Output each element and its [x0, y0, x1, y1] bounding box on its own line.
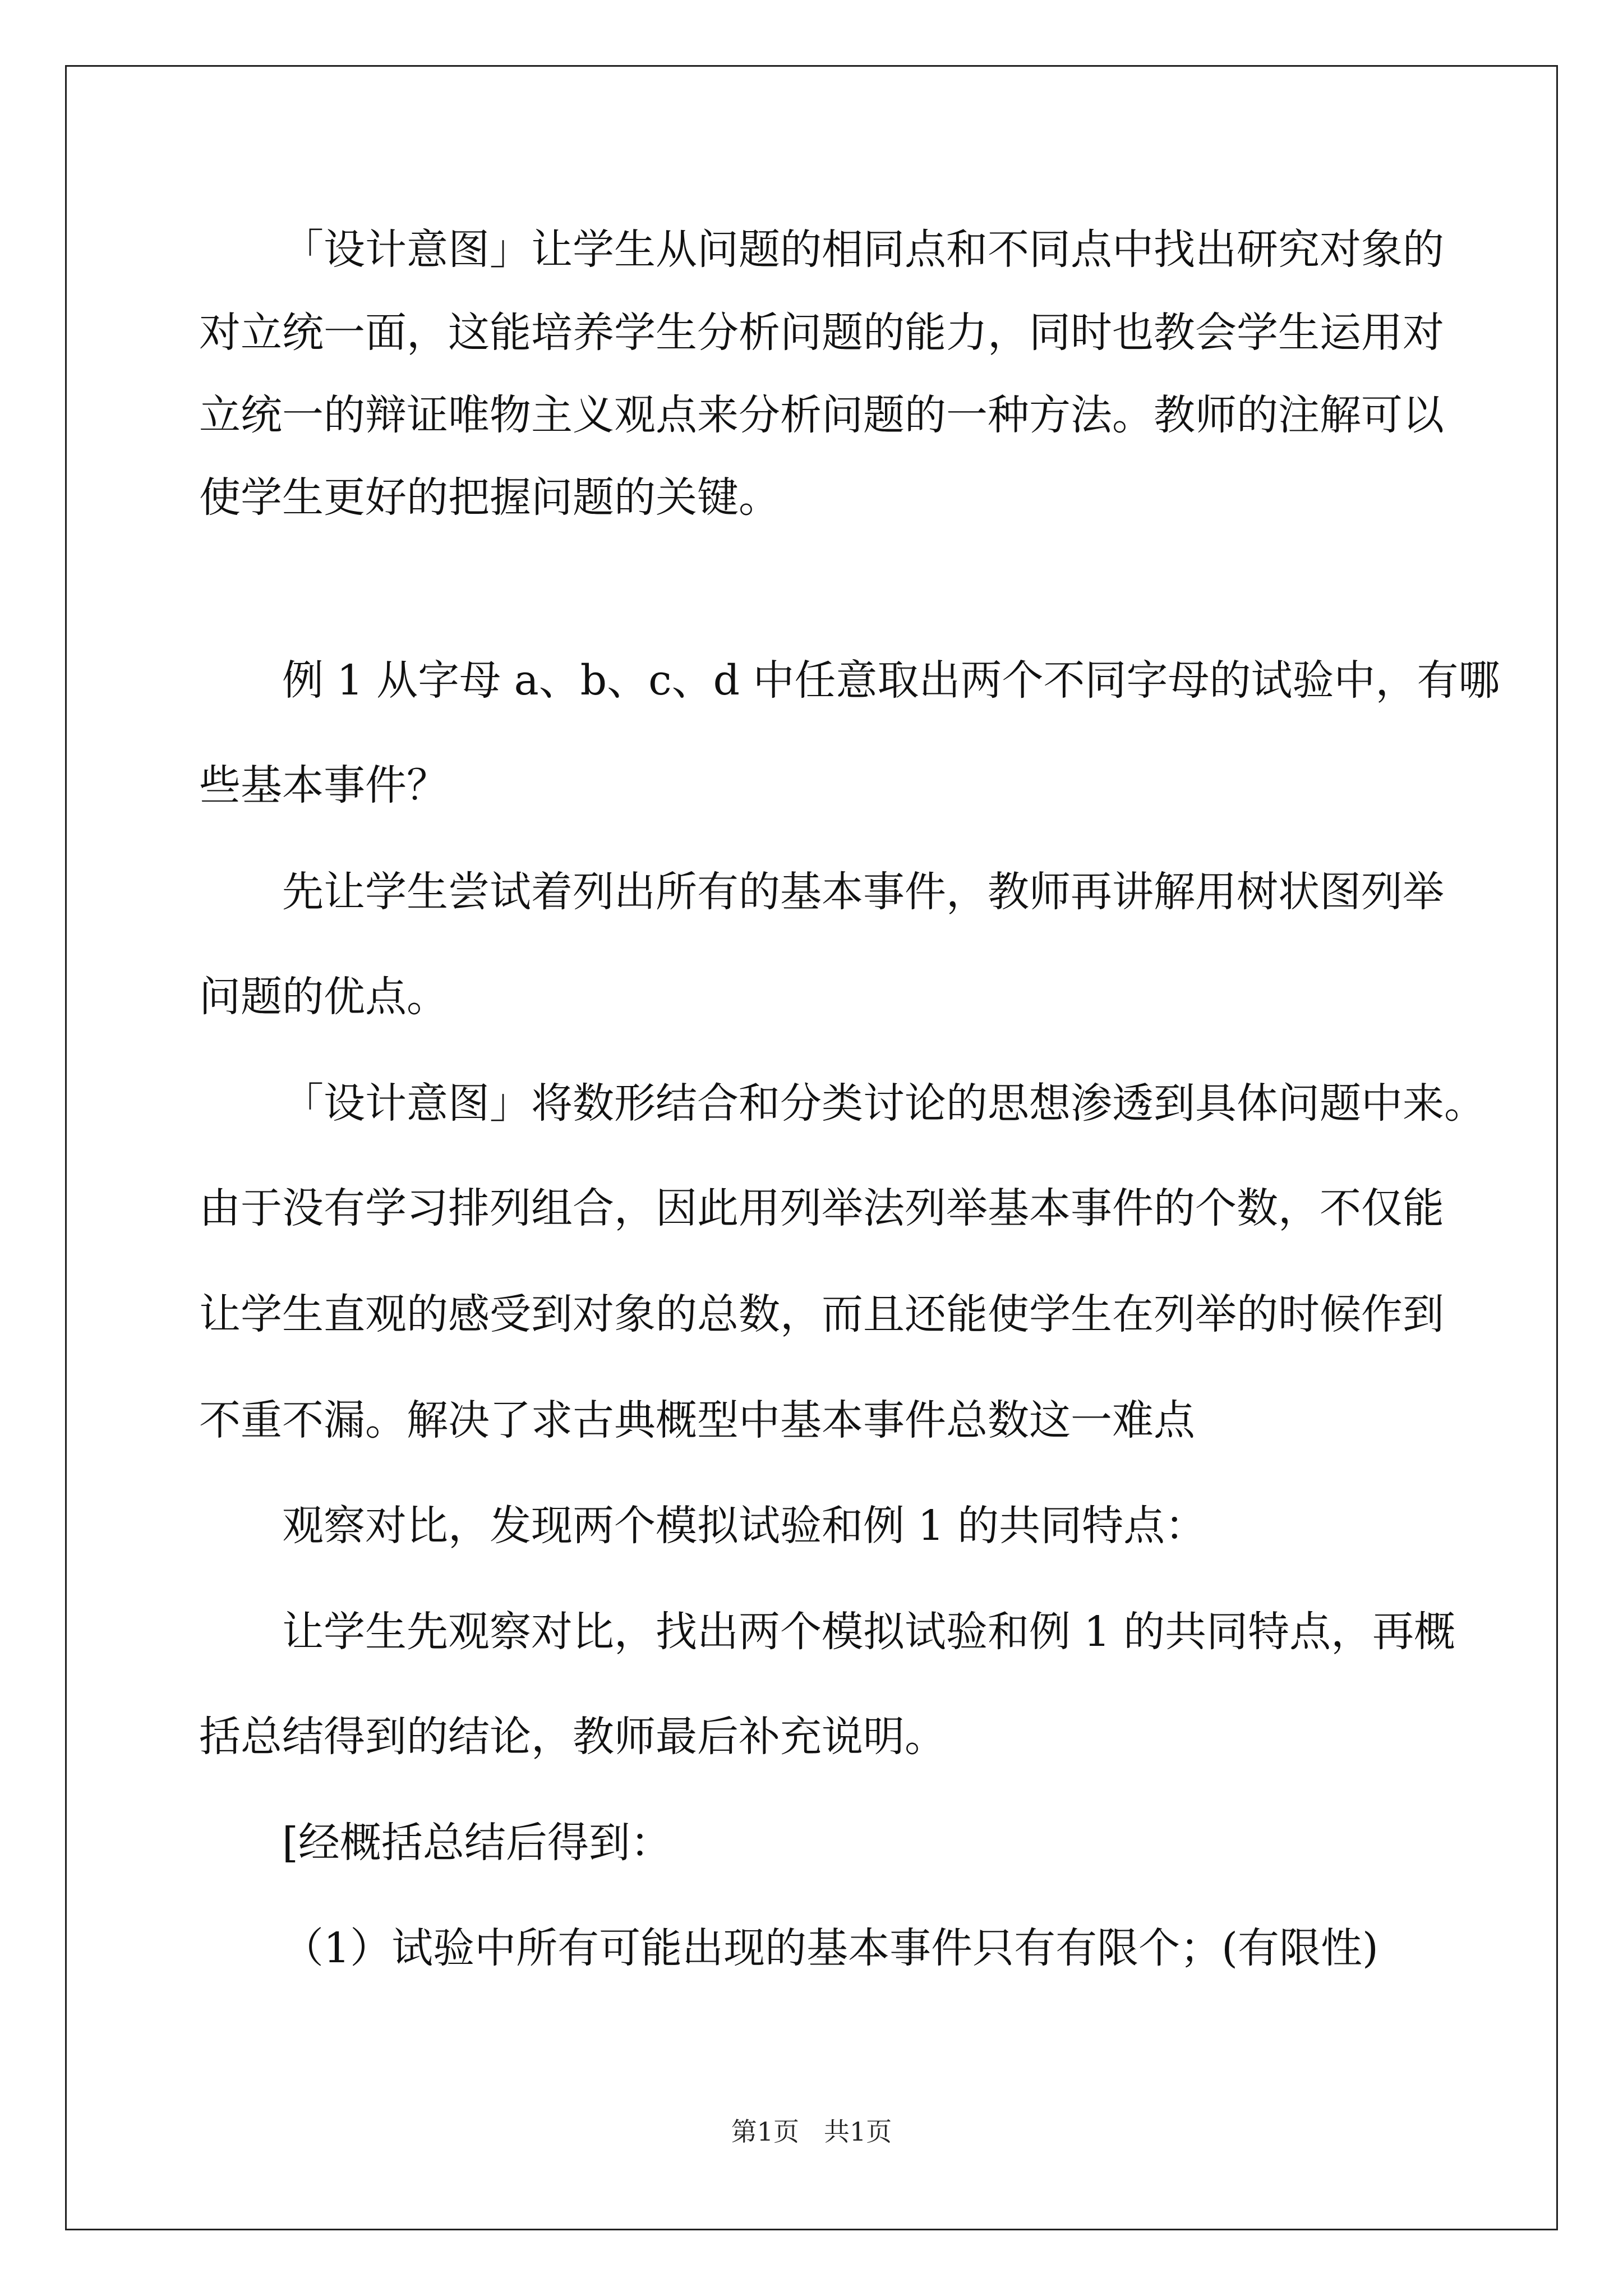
page-footer [0, 2115, 1623, 2148]
page-number-current: 第1页 [731, 2116, 799, 2147]
paragraph-line: 例 1 从字母 a、b、c、d 中任意取出两个不同字母的试验中，有哪 [282, 656, 1500, 705]
paragraph-line: 「设计意图」将数形结合和分类讨论的思想渗透到具体问题中来。 [282, 1079, 1486, 1128]
paragraph-line: 不重不漏。解决了求古典概型中基本事件总数这一难点 [199, 1396, 1195, 1444]
paragraph-line: 让学生直观的感受到对象的总数，而且还能使学生在列举的时候作到 [199, 1290, 1444, 1338]
paragraph-line: （1）试验中所有可能出现的基本事件只有有限个；(有限性) [282, 1924, 1378, 1972]
paragraph-line: 使学生更好的把握问题的关键。 [199, 473, 780, 522]
paragraph-line: 对立统一面，这能培养学生分析问题的能力，同时也教会学生运用对 [199, 309, 1444, 357]
paragraph-line: 问题的优点。 [199, 973, 448, 1021]
paragraph-line: 由于没有学习排列组合，因此用列举法列举基本事件的个数，不仅能 [199, 1184, 1444, 1232]
paragraph-line: 先让学生尝试着列出所有的基本事件，教师再讲解用树状图列举 [282, 868, 1444, 916]
paragraph-line: 「设计意图」让学生从问题的相同点和不同点中找出研究对象的 [282, 226, 1444, 274]
paragraph-line: 让学生先观察对比，找出两个模拟试验和例 1 的共同特点，再概 [282, 1608, 1456, 1656]
paragraph-line: 观察对比，发现两个模拟试验和例 1 的共同特点： [282, 1502, 1207, 1550]
paragraph-line: 些基本事件？ [199, 761, 448, 809]
page-number-total: 共1页 [824, 2116, 892, 2147]
paragraph-line: 立统一的辩证唯物主义观点来分析问题的一种方法。教师的注解可以 [199, 391, 1444, 439]
paragraph-line: [经概括总结后得到： [282, 1819, 672, 1867]
paragraph-line: 括总结得到的结论，教师最后补充说明。 [199, 1713, 946, 1761]
